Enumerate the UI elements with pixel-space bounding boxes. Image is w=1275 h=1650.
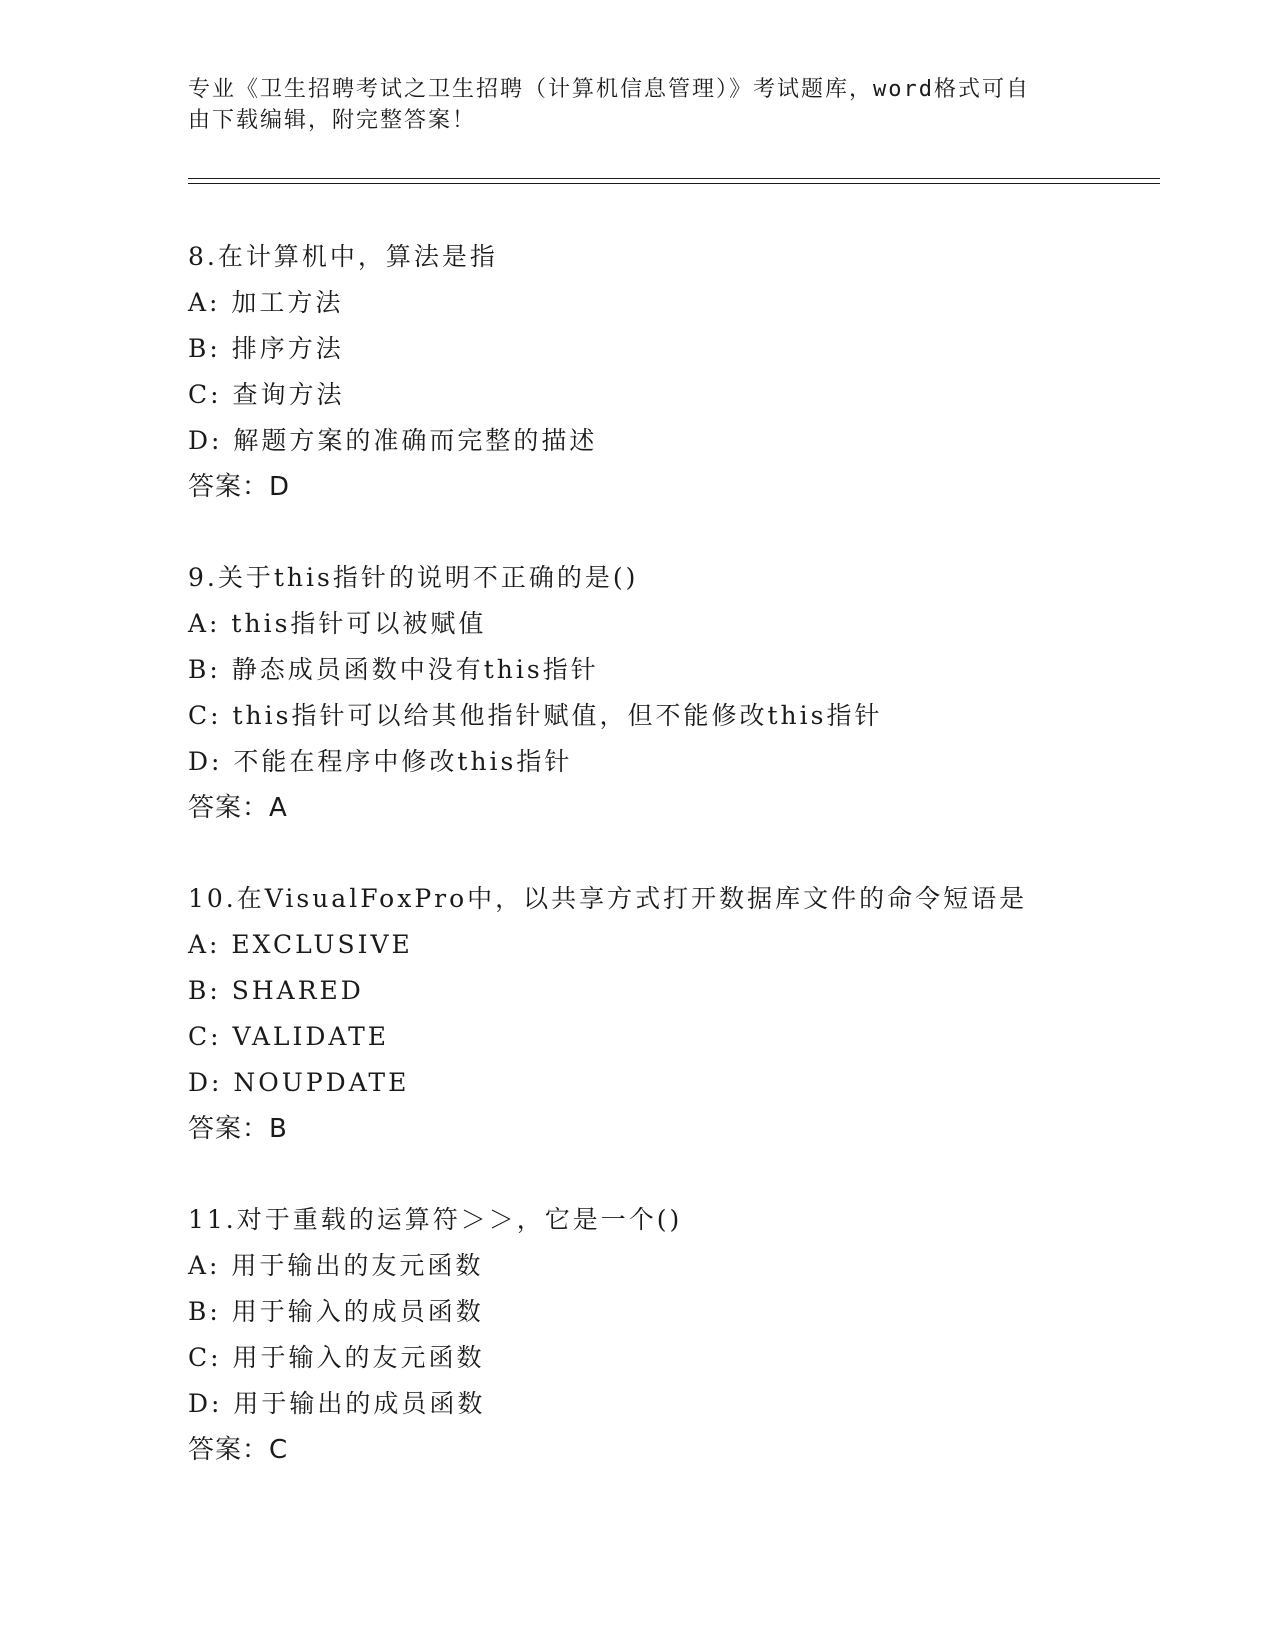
option-b: B: 排序方法 [188,334,344,363]
question-stem: 8.在计算机中，算法是指 [188,242,498,271]
question-10 [188,876,1188,1152]
intro-line-1: 专业《卫生招聘考试之卫生招聘（计算机信息管理）》考试题库，word格式可自 [188,77,1030,102]
option-a: A: EXCLUSIVE [188,930,413,959]
option-c: C: VALIDATE [188,1022,390,1051]
intro-line-2: 由下载编辑，附完整答案！ [188,108,477,133]
question-stem: 10.在VisualFoxPro中，以共享方式打开数据库文件的命令短语是 [188,884,1028,913]
option-a: A: 加工方法 [188,288,344,317]
option-b: B: 用于输入的成员函数 [188,1297,484,1326]
answer: 答案：C [188,1435,289,1465]
option-b: B: 静态成员函数中没有this指针 [188,655,599,684]
document-intro [188,74,1088,136]
question-8 [188,234,1188,510]
option-a: A: this指针可以被赋值 [188,609,487,638]
option-d: D: 用于输出的成员函数 [188,1389,486,1418]
option-d: D: 解题方案的准确而完整的描述 [188,426,598,455]
question-11 [188,1197,1188,1473]
question-stem: 9.关于this指针的说明不正确的是() [188,563,639,592]
header-divider-bottom [188,183,1160,184]
option-a: A: 用于输出的友元函数 [188,1251,484,1280]
header-divider-top [188,178,1160,179]
option-b: B: SHARED [188,976,364,1005]
question-9 [188,555,1188,831]
option-c: C: 用于输入的友元函数 [188,1343,485,1372]
answer: 答案：A [188,793,288,823]
question-stem: 11.对于重载的运算符＞＞，它是一个() [188,1205,683,1234]
option-d: D: 不能在程序中修改this指针 [188,747,573,776]
option-d: D: NOUPDATE [188,1068,410,1097]
answer: 答案：D [188,472,291,502]
option-c: C: this指针可以给其他指针赋值，但不能修改this指针 [188,701,883,730]
option-c: C: 查询方法 [188,380,345,409]
answer: 答案：B [188,1114,288,1144]
